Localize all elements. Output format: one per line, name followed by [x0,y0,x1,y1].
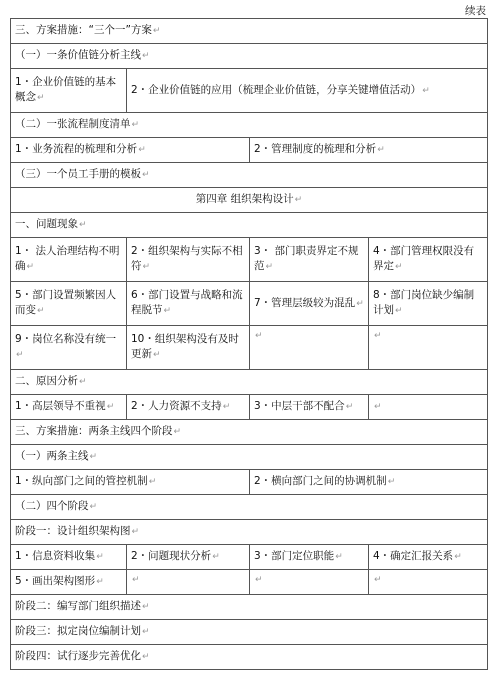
table-cell [127,395,250,420]
table-cell [250,395,369,420]
paragraph-mark: ↵ [148,477,157,487]
cell-text: 8・部门岗位缺少编制计划 [373,289,475,316]
cell-text: 第四章 组织架构设计 [195,193,294,205]
section-heading [11,19,488,44]
section-heading [11,370,488,395]
chapter-title [11,188,488,213]
table-cell [11,470,250,495]
stage-heading [11,620,488,645]
cell-text: 2・管理制度的梳理和分析 [254,143,377,155]
table-cell [127,238,250,282]
cell-text: 一、问题现象 [15,218,78,230]
paragraph-mark: ↵ [79,377,87,387]
cell-text: （三）一个员工手册的模板 [15,168,141,180]
table-cell [250,545,369,570]
table-cell [127,69,488,113]
paragraph-mark: ↵ [395,306,403,316]
cell-text: 1・业务流程的梳理和分析 [15,143,138,155]
paragraph-mark: ↵ [142,51,150,61]
table-cell [11,238,127,282]
paragraph-mark: ↵ [374,331,382,341]
cell-text: 4・确定汇报关系 [373,550,454,562]
table-cell [11,395,127,420]
cell-text: 5・部门设置频繁因人而变 [15,289,117,316]
paragraph-mark: ↵ [37,306,45,316]
table-cell [369,238,488,282]
paragraph-mark: ↵ [142,170,150,180]
paragraph-mark: ↵ [255,575,263,585]
sub-heading [11,113,488,138]
paragraph-mark: ↵ [395,262,403,272]
table-cell [250,238,369,282]
sub-heading [11,445,488,470]
cell-text: 阶段三：拟定岗位编制计划 [15,625,141,637]
paragraph-mark: ↵ [422,85,430,96]
cell-text: 3・ 部门职责界定不规范 [254,245,359,272]
empty-cell [250,570,369,595]
empty-cell [369,395,488,420]
cell-text: 2・组织架构与实际不相符 [131,245,243,272]
paragraph-mark: ↵ [26,262,35,272]
cell-text: 1・企业价值链的基本概念 [15,76,117,103]
table-cell [11,570,127,595]
empty-cell [369,570,488,595]
cell-text: 2・问题现状分析 [131,550,212,562]
paragraph-mark: ↵ [163,306,172,316]
paragraph-mark: ↵ [374,402,382,412]
continued-label: 续表 [465,5,486,17]
sub-heading [11,44,488,69]
cell-text: 1・ 法人治理结构不明确 [15,245,120,272]
cell-text: 4・部门管理权限没有界定 [373,245,475,272]
paragraph-mark: ↵ [152,26,161,36]
table-cell [127,326,250,370]
table-cell [369,282,488,326]
table-cell [11,138,250,163]
section-heading [11,213,488,238]
table-cell [250,138,488,163]
paragraph-mark: ↵ [138,145,146,155]
paragraph-mark: ↵ [131,120,140,130]
cell-text: 1・纵向部门之间的管控机制 [15,475,148,487]
empty-cell [127,570,250,595]
stage-heading [11,520,488,545]
cell-text: 1・信息资料收集 [15,550,96,562]
cell-text: 2・横向部门之间的协调机制 [254,475,387,487]
table-cell [369,545,488,570]
paragraph-mark: ↵ [96,552,104,562]
paragraph-mark: ↵ [222,402,231,412]
paragraph-mark: ↵ [255,331,263,341]
paragraph-mark: ↵ [173,427,182,437]
cell-text: 三、方案措施：两条主线四个阶段 [15,425,173,437]
cell-text: 6・部门设置与战略和流程脱节 [131,289,243,316]
cell-text: 二、原因分析 [15,375,78,387]
cell-text: 1・高层领导不重视 [15,400,106,412]
cell-text: 2・企业价值链的应用（梳理企业价值链，分享关键增值活动） [131,83,422,96]
cell-text: 5・画出架构图形 [15,575,96,587]
cell-text: （一）一条价值链分析主线 [15,49,141,61]
section-heading [11,420,488,445]
paragraph-mark: ↵ [345,402,354,412]
empty-cell [250,326,369,370]
paragraph-mark: ↵ [212,552,220,562]
paragraph-mark: ↵ [335,552,343,562]
paragraph-mark: ↵ [142,262,151,272]
cell-text: （二）一张流程制度清单 [15,118,131,130]
paragraph-mark: ↵ [142,602,150,612]
table-cell [250,470,488,495]
paragraph-mark: ↵ [79,220,87,230]
cell-text: （一）两条主线 [15,450,89,462]
cell-text: 9・岗位名称没有统一 [15,333,117,345]
cell-text: 三、方案措施：“三个一”方案 [15,24,152,36]
cell-text: 阶段一：设计组织架构图 [15,525,131,537]
document-table [10,18,488,670]
paragraph-mark: ↵ [374,575,382,585]
cell-text: （二）四个阶段 [15,500,89,512]
paragraph-mark: ↵ [142,652,150,662]
paragraph-mark: ↵ [89,452,98,462]
paragraph-mark: ↵ [153,350,161,360]
paragraph-mark: ↵ [89,502,98,512]
paragraph-mark: ↵ [142,627,150,637]
paragraph-mark: ↵ [96,577,104,587]
paragraph-mark: ↵ [265,262,274,272]
paragraph-mark: ↵ [454,552,462,562]
paragraph-mark: ↵ [294,195,303,205]
table-cell [11,282,127,326]
paragraph-mark: ↵ [131,527,140,537]
paragraph-mark: ↵ [387,477,396,487]
cell-text: 3・中层干部不配合 [254,400,345,412]
table-cell [127,282,250,326]
paragraph-mark: ↵ [132,575,140,585]
cell-text: 2・人力资源不支持 [131,400,222,412]
sub-heading [11,163,488,188]
stage-heading [11,645,488,670]
table-cell [127,545,250,570]
cell-text: 阶段二：编写部门组织描述 [15,600,141,612]
table-cell [11,326,127,370]
table-cell [11,545,127,570]
paragraph-mark: ↵ [106,402,115,412]
paragraph-mark: ↵ [37,93,45,103]
table-cell [11,69,127,113]
sub-heading [11,495,488,520]
paragraph-mark: ↵ [356,298,364,309]
table-cell [250,282,369,326]
cell-text: 7・管理层级较为混乱 [254,296,356,309]
stage-heading [11,595,488,620]
cell-text: 10・组织架构没有及时更新 [131,333,239,360]
empty-cell [369,326,488,370]
cell-text: 3・部门定位职能 [254,550,335,562]
cell-text: 阶段四：试行逐步完善优化 [15,650,141,662]
paragraph-mark: ↵ [16,350,24,360]
paragraph-mark: ↵ [377,145,385,155]
